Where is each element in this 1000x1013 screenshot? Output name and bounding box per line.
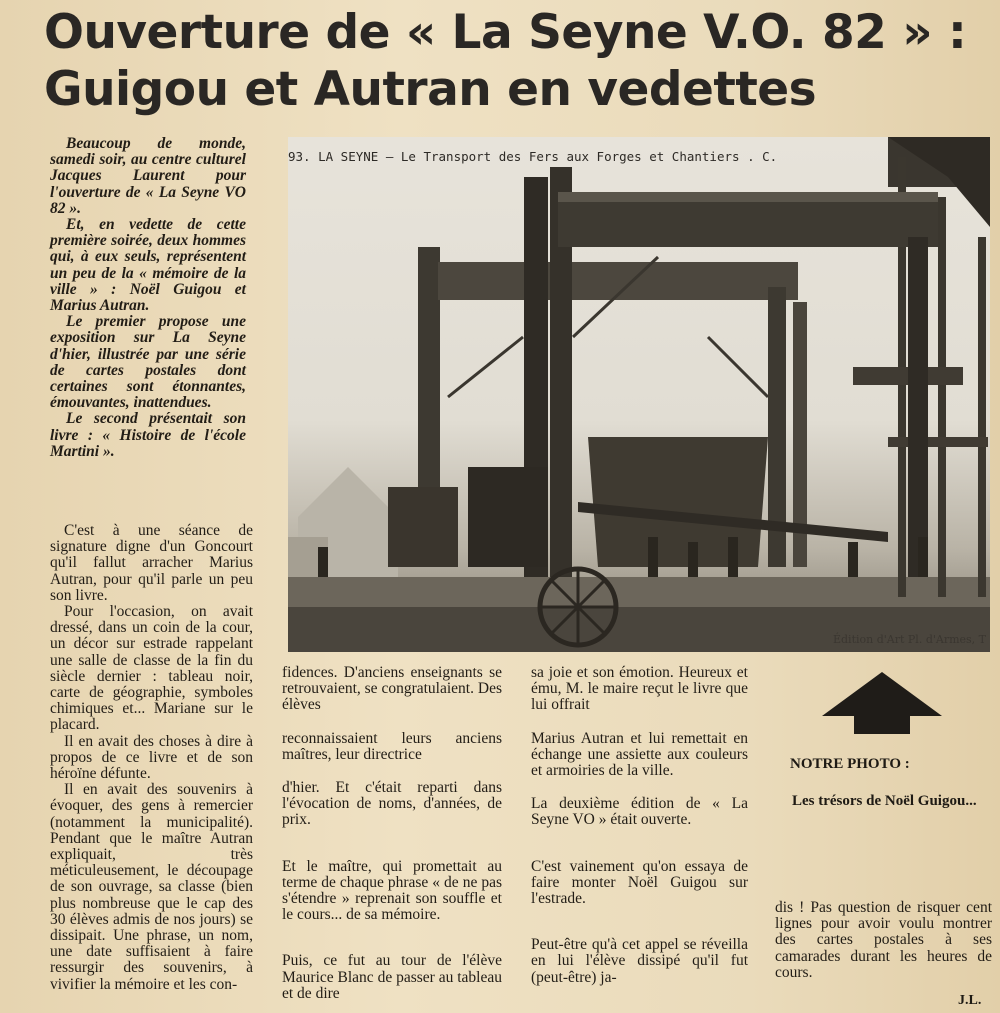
postcard-photo	[288, 137, 990, 652]
column-paragraph: C'est vainement qu'on essaya de faire monter Noël Guigou sur l'estrade.	[531, 857, 748, 908]
headline-line-2: Guigou et Autran en vedettes	[44, 62, 817, 117]
postcard-title: 93. LA SEYNE — Le Transport des Fers aux Forges et Chantiers . C.	[288, 149, 778, 164]
lede-paragraph: Le premier propose une exposition sur La Seyne d'hier, illustrée par une série de cartes postales dont certaines sont étonnantes, émouvantes, inattendues.	[50, 313, 246, 412]
column-paragraph: dis ! Pas question de risquer cent lignes pour avoir voulu montrer des cartes postales à ses camarades durant les heures de cours.	[775, 899, 992, 981]
article-column-2	[282, 665, 502, 1002]
up-arrow-icon	[822, 672, 942, 734]
column-paragraph: Puis, ce fut au tour de l'élève Maurice Blanc de passer au tableau et de dire	[282, 952, 502, 1002]
column-paragraph: Il en avait des souvenirs à évoquer, des gens à remercier (notamment la municipalité). Pendant que le maître Autran expliquait, très méticuleusement, le découpage de son ouvrage, sa classe (bien plus nombreuse que le cap des 30 élèves admis de nos jours) se dissipait. Une phrase, un nom, une date suffisaient à faire ressurgir des souvenirs, à vivifier la mémoire et les con-	[50, 781, 253, 993]
article-column-4	[775, 900, 992, 981]
postcard-publisher: Édition d'Art Pl. d'Armes, T	[832, 633, 986, 646]
photo-note-label: NOTRE PHOTO :	[790, 756, 910, 772]
article-column-1	[50, 523, 253, 993]
column-paragraph: d'hier. Et c'était reparti dans l'évocation de noms, d'années, de prix.	[282, 779, 502, 829]
column-paragraph: Et le maître, qui promettait au terme de chaque phrase « de ne pas s'étendre » reprenait son souffle et le cours... de sa mémoire.	[282, 857, 502, 924]
column-paragraph: sa joie et son émotion. Heureux et ému, M. le maire reçut le livre que lui offrait	[531, 664, 748, 714]
lede-paragraph: Beaucoup de monde, samedi soir, au centre culturel Jacques Laurent pour l'ouverture de « La Seyne VO 82 ».	[50, 135, 246, 217]
lede-paragraph: Le second présentait son livre : « Histoire de l'école Martini ».	[50, 410, 246, 460]
column-paragraph: La deuxième édition de « La Seyne VO » était ouverte.	[531, 795, 748, 829]
article-lede	[50, 136, 246, 460]
article-headline	[44, 4, 994, 118]
column-paragraph: Pour l'occasion, on avait dressé, dans un coin de la cour, un décor sur estrade rappelant une salle de classe de la fin du siècle dernier : tableau noir, carte de géographie, symboles chimiques et... Mariane sur le placard.	[50, 603, 253, 734]
column-paragraph: fidences. D'anciens enseignants se retrouvaient, se congratulaient. Des élèves	[282, 664, 502, 714]
lede-paragraph: Et, en vedette de cette première soirée, deux hommes qui, à eux seuls, représentent un peu de la « mémoire de la ville » : Noël Guigou et Marius Autran.	[50, 216, 246, 315]
column-paragraph: C'est à une séance de signature digne d'un Goncourt qu'il fallut arracher Marius Autran, pour qu'il parle un peu son livre.	[50, 522, 253, 604]
headline-line-1: Ouverture de « La Seyne V.O. 82 » :	[44, 5, 967, 60]
column-paragraph: Marius Autran et lui remettait en échange une assiette aux couleurs et armoiries de la ville.	[531, 729, 748, 780]
column-paragraph: Il en avait des choses à dire à propos de ce livre et de son héroïne défunte.	[50, 732, 253, 783]
column-paragraph: Peut-être qu'à cet appel se réveilla en lui l'élève dissipé qu'il fut (peut-être) ja-	[531, 936, 748, 986]
column-paragraph: reconnaissaient leurs anciens maîtres, leur directrice	[282, 729, 502, 763]
photo-note-caption: Les trésors de Noël Guigou...	[792, 793, 977, 809]
author-signature: J.L.	[958, 993, 982, 1008]
article-column-3	[531, 665, 748, 986]
gantry-crane-illustration	[288, 137, 990, 652]
